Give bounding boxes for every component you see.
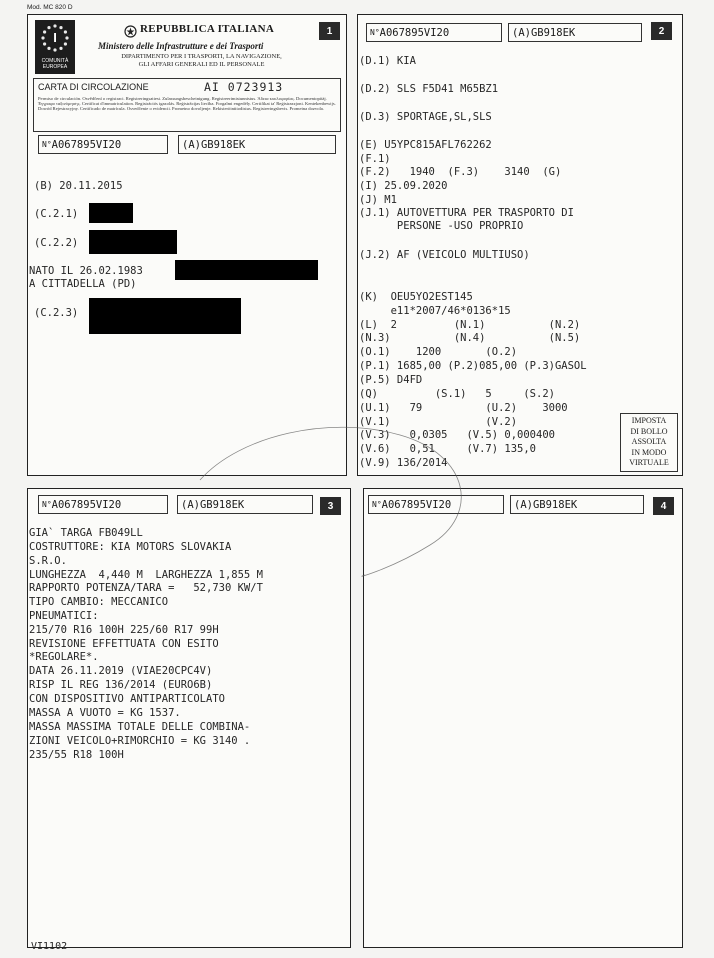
- document-number: A067895VI20: [381, 498, 452, 511]
- ministry-title: Ministero delle Infrastrutture e dei Trasporti: [98, 41, 264, 51]
- redaction-c21: [89, 203, 133, 223]
- notes-line-11: DATA 26.11.2019 (VIAE20CPC4V): [29, 665, 213, 677]
- notes-line-2: COSTRUTTORE: KIA MOTORS SLOVAKIA: [29, 541, 232, 553]
- plate-number: GB918EK: [200, 138, 246, 151]
- vehicle-line-p5: (P.5) D4FD: [359, 374, 423, 386]
- vehicle-line-q: (Q) (S.1) 5 (S.2): [359, 388, 555, 400]
- plate-label: (A): [514, 498, 533, 511]
- plate-number: GB918EK: [530, 26, 576, 39]
- plate-box: [178, 135, 336, 154]
- notes-line-10: *REGOLARE*.: [29, 651, 99, 663]
- document-number: A067895VI20: [379, 26, 450, 39]
- document-title: CARTA DI CIRCOLAZIONE: [38, 82, 149, 92]
- serial-number: AI 0723913: [204, 80, 284, 94]
- vehicle-line-d3: (D.3) SPORTAGE,SL,SLS: [359, 111, 492, 123]
- birth-date-line: NATO IL 26.02.1983: [29, 265, 143, 277]
- vehicle-line-f2: (F.2) 1940 (F.3) 3140 (G): [359, 166, 562, 178]
- document-number: A067895VI20: [51, 498, 122, 511]
- notes-line-3: S.R.O.: [29, 555, 67, 567]
- vehicle-line-j1-cont: PERSONE -USO PROPRIO: [359, 220, 524, 232]
- document-number: A067895VI20: [51, 138, 122, 151]
- plate-number: GB918EK: [532, 498, 578, 511]
- notes-line-1: GIA` TARGA FB049LL: [29, 527, 143, 539]
- vehicle-line-p1: (P.1) 1685,00 (P.2)085,00 (P.3)GASOL: [359, 360, 587, 372]
- notes-line-4: LUNGHEZZA 4,440 M LARGHEZZA 1,855 M: [29, 569, 263, 581]
- notes-line-17: 235/55 R18 100H: [29, 749, 124, 761]
- title-block: [33, 78, 341, 132]
- multilingual-text: Permiso de circulación. Osvědčení o registraci. Registreringsattest. Zulassungsbescheinigung. Registreerimistunnistus. Άδεια κυκλοφορίας. Documentopitäj. Έγγραφο ταξινόμησης. Certificat d'immatriculation. Registrációs igazolás. Reģistrācijas liecība. Forgalmi engedély. Certifikat ta' Reġistrazzjoni. Kentekenbewijs. Dowód Rejestracyjny. Certificado de matrícula. Osvedčenie o evidencii. Prometno dovoljenje. Rekisteröintitodistus. Registreringsbevis. Promeina dozvola.: [38, 96, 336, 112]
- field-c22: (C.2.2): [34, 237, 79, 249]
- document-number-box: N° A067895VI20: [368, 495, 504, 514]
- notes-line-9: REVISIONE EFFETTUATA CON ESITO: [29, 638, 219, 650]
- notes-line-14: MASSA A VUOTO = KG 1537.: [29, 707, 181, 719]
- vehicle-line-e: (E) U5YPC815AFL762262: [359, 139, 492, 151]
- vehicle-line-v1: (V.1) (V.2): [359, 416, 518, 428]
- handwritten-loop: [180, 395, 480, 585]
- tax-stamp-line-4: IN MODO: [631, 447, 667, 457]
- notes-line-15: MASSA MASSIMA TOTALE DELLE COMBINA-: [29, 721, 251, 733]
- notes-line-16: ZIONI VEICOLO+RIMORCHIO = KG 3140 .: [29, 735, 251, 747]
- vehicle-line-l: (L) 2 (N.1) (N.2): [359, 319, 581, 331]
- plate-label: (A): [512, 26, 531, 39]
- panel-number-4: 4: [653, 497, 674, 515]
- department-text: [99, 53, 304, 69]
- plate-label: (A): [182, 138, 201, 151]
- vehicle-line-v9: (V.9) 136/2014: [359, 457, 448, 469]
- vehicle-line-v3: (V.3) 0,0305 (V.5) 0,000400: [359, 429, 555, 441]
- vehicle-line-k: (K) OEU5YO2EST145: [359, 291, 473, 303]
- field-c23: (C.2.3): [34, 307, 79, 319]
- notes-line-7: PNEUMATICI:: [29, 610, 99, 622]
- tax-stamp-line-3: ASSOLTA: [631, 437, 667, 446]
- notes-line-5: RAPPORTO POTENZA/TARA = 52,730 KW/T: [29, 582, 263, 594]
- eu-flag: [35, 20, 75, 74]
- republic-title: REPUBBLICA ITALIANA: [140, 23, 275, 35]
- tax-stamp-line-2: DI BOLLO: [630, 426, 668, 436]
- vehicle-line-i: (I) 25.09.2020: [359, 180, 448, 192]
- document-number-box: N° A067895VI20: [38, 495, 168, 514]
- eu-label-line-2: EUROPEA: [42, 64, 68, 70]
- department-line-2: GLI AFFARI GENERALI ED IL PERSONALE: [138, 61, 265, 68]
- panel-number-1: 1: [319, 22, 340, 40]
- field-c21: (C.2.1): [34, 208, 79, 220]
- birth-place-line: A CITTADELLA (PD): [29, 278, 137, 290]
- vehicle-line-j: (J) M1: [359, 194, 397, 206]
- form-code: Mod. MC 820 D: [27, 4, 73, 11]
- plate-number: GB918EK: [199, 498, 245, 511]
- redaction-c23: [89, 298, 241, 334]
- plate-box: [510, 495, 644, 514]
- department-line-1: DIPARTIMENTO PER I TRASPORTI, LA NAVIGAZIONE,: [121, 53, 282, 60]
- vehicle-line-v6: (V.6) 0,51 (V.7) 135,0: [359, 443, 537, 455]
- tax-stamp-line-1: IMPOSTA: [631, 416, 667, 425]
- vehicle-line-n3: (N.3) (N.4) (N.5): [359, 332, 581, 344]
- document-number-box: N° A067895VI20: [366, 23, 502, 42]
- tax-stamp-line-5: VIRTUALE: [629, 458, 669, 467]
- tax-stamp: [620, 413, 678, 472]
- eu-label-line-1: COMUNITÀ: [41, 58, 69, 64]
- eu-country-code: I: [53, 30, 57, 45]
- italian-emblem-icon: [124, 23, 137, 36]
- plate-box: [508, 23, 642, 42]
- registration-date: 20.11.2015: [59, 180, 123, 192]
- plate-label: (A): [181, 498, 200, 511]
- notes-line-12: RISP IL REG 136/2014 (EURO6B): [29, 679, 213, 691]
- vehicle-line-u1: (U.1) 79 (U.2) 3000: [359, 402, 568, 414]
- notes-line-6: TIPO CAMBIO: MECCANICO: [29, 596, 169, 608]
- field-b-code: (B): [34, 180, 53, 192]
- vehicle-line-j1: (J.1) AUTOVETTURA PER TRASPORTO DI: [359, 207, 574, 219]
- vehicle-line-d2: (D.2) SLS F5D41 M65BZ1: [359, 83, 499, 95]
- vehicle-line-j2: (J.2) AF (VEICOLO MULTIUSO): [359, 249, 530, 261]
- notes-line-13: CON DISPOSITIVO ANTIPARTICOLATO: [29, 693, 225, 705]
- panel-number-2: 2: [651, 22, 672, 40]
- eu-label: [35, 58, 75, 70]
- field-b: [34, 180, 123, 193]
- notes-line-8: 215/70 R16 100H 225/60 R17 99H: [29, 624, 219, 636]
- footer-code: VI1102: [31, 941, 68, 952]
- vehicle-line-k-cont: e11*2007/46*0136*15: [359, 305, 511, 317]
- redaction-c22: [89, 230, 177, 254]
- vehicle-line-f1: (F.1): [359, 153, 391, 165]
- vehicle-line-d1: (D.1) KIA: [359, 55, 416, 67]
- document-number-box: N° A067895VI20: [38, 135, 168, 154]
- panel-number-3: 3: [320, 497, 341, 515]
- vehicle-line-o1: (O.1) 1200 (O.2): [359, 346, 518, 358]
- redaction-birth: [175, 260, 318, 280]
